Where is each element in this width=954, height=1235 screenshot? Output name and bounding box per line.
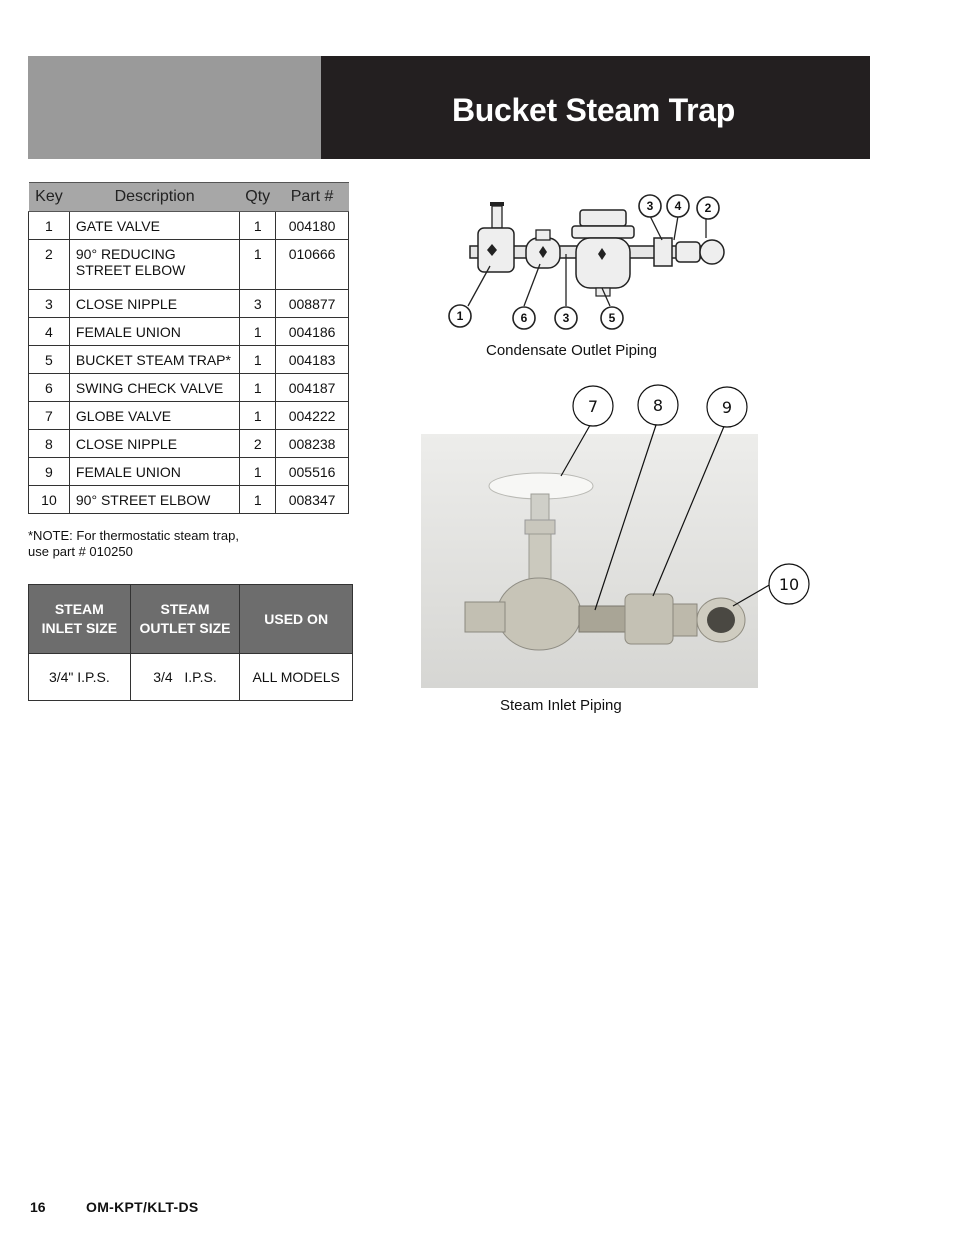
inlet-size-header — [29, 585, 131, 654]
cell-qty: 1 — [240, 374, 276, 402]
col-description-header: Description — [69, 183, 239, 212]
cell-description: CLOSE NIPPLE — [69, 430, 239, 458]
size-table — [28, 584, 353, 701]
cell-description: SWING CHECK VALVE — [69, 374, 239, 402]
callout-label-3b: 3 — [646, 199, 654, 213]
col-key-header: Key — [29, 183, 70, 212]
outlet-size-cell: 3/4 I.P.S. — [130, 654, 240, 701]
cell-key: 1 — [29, 212, 70, 240]
size-table-header — [29, 585, 353, 654]
cell-description: FEMALE UNION — [69, 318, 239, 346]
cell-description: FEMALE UNION — [69, 458, 239, 486]
cell-part: 004183 — [276, 346, 349, 374]
cell-part: 008347 — [276, 486, 349, 514]
cell-part: 004187 — [276, 374, 349, 402]
col-qty-header: Qty — [240, 183, 276, 212]
condensate-piping-diagram — [440, 188, 760, 338]
cell-key: 5 — [29, 346, 70, 374]
cell-key: 4 — [29, 318, 70, 346]
cell-part: 008877 — [276, 290, 349, 318]
cell-part: 004186 — [276, 318, 349, 346]
cell-qty: 2 — [240, 430, 276, 458]
callout-label-2: 2 — [704, 201, 712, 215]
cell-qty: 1 — [240, 346, 276, 374]
table-row — [29, 654, 353, 701]
cell-qty: 1 — [240, 458, 276, 486]
cell-part: 008238 — [276, 430, 349, 458]
cell-key: 7 — [29, 402, 70, 430]
cell-description: BUCKET STEAM TRAP* — [69, 346, 239, 374]
callout-label-8: 8 — [652, 396, 664, 415]
callout-label-9: 9 — [721, 398, 733, 417]
cell-description: 90° STREET ELBOW — [69, 486, 239, 514]
cell-key: 8 — [29, 430, 70, 458]
used-on-header: USED ON — [240, 585, 353, 654]
cell-description: GLOBE VALVE — [69, 402, 239, 430]
cell-qty: 3 — [240, 290, 276, 318]
table-row — [29, 212, 349, 240]
steam-inlet-caption: Steam Inlet Piping — [500, 697, 622, 714]
thermostatic-note — [28, 528, 288, 560]
table-row — [29, 318, 349, 346]
col-part-header: Part # — [276, 183, 349, 212]
condensate-caption: Condensate Outlet Piping — [486, 342, 657, 359]
cell-qty: 1 — [240, 486, 276, 514]
table-row — [29, 374, 349, 402]
used-on-cell: ALL MODELS — [240, 654, 353, 701]
cell-part: 010666 — [276, 240, 349, 290]
table-row — [29, 430, 349, 458]
cell-qty: 1 — [240, 212, 276, 240]
note-line-1: *NOTE: For thermostatic steam trap, — [28, 528, 239, 543]
inlet-size-cell: 3/4" I.P.S. — [29, 654, 131, 701]
cell-key: 3 — [29, 290, 70, 318]
callout-label-10: 10 — [778, 575, 800, 594]
steam-inlet-photo — [421, 384, 821, 690]
cell-description: GATE VALVE — [69, 212, 239, 240]
table-row — [29, 240, 349, 290]
inlet-header-line-1: STEAM — [54, 601, 104, 617]
cell-description: CLOSE NIPPLE — [69, 290, 239, 318]
callout-label-5: 5 — [608, 311, 616, 325]
table-row — [29, 290, 349, 318]
cell-key: 6 — [29, 374, 70, 402]
parts-table-header — [29, 183, 349, 212]
cell-key: 2 — [29, 240, 70, 290]
callout-label-3: 3 — [562, 311, 570, 325]
parts-table — [28, 182, 349, 514]
callout-label-6: 6 — [520, 311, 528, 325]
cell-description: 90° REDUCING STREET ELBOW — [69, 240, 239, 290]
cell-part: 004180 — [276, 212, 349, 240]
cell-key: 10 — [29, 486, 70, 514]
cell-part: 004222 — [276, 402, 349, 430]
page-title: Bucket Steam Trap — [452, 92, 736, 128]
table-row — [29, 458, 349, 486]
header-gray-block — [28, 56, 321, 159]
table-row — [29, 402, 349, 430]
cell-qty: 1 — [240, 318, 276, 346]
outlet-header-line-1: STEAM — [160, 601, 210, 617]
note-line-2: use part # 010250 — [28, 544, 133, 559]
outlet-header-line-2: OUTLET SIZE — [139, 620, 231, 636]
cell-qty: 1 — [240, 240, 276, 290]
document-code: OM-KPT/KLT-DS — [86, 1199, 199, 1215]
cell-part: 005516 — [276, 458, 349, 486]
outlet-size-header — [130, 585, 240, 654]
table-row — [29, 486, 349, 514]
callout-label-7: 7 — [587, 397, 599, 416]
cell-key: 9 — [29, 458, 70, 486]
callout-label-4: 4 — [674, 199, 682, 213]
page-number: 16 — [30, 1199, 46, 1215]
table-row — [29, 346, 349, 374]
cell-qty: 1 — [240, 402, 276, 430]
inlet-header-line-2: INLET SIZE — [41, 620, 118, 636]
callout-label-1: 1 — [456, 309, 464, 323]
